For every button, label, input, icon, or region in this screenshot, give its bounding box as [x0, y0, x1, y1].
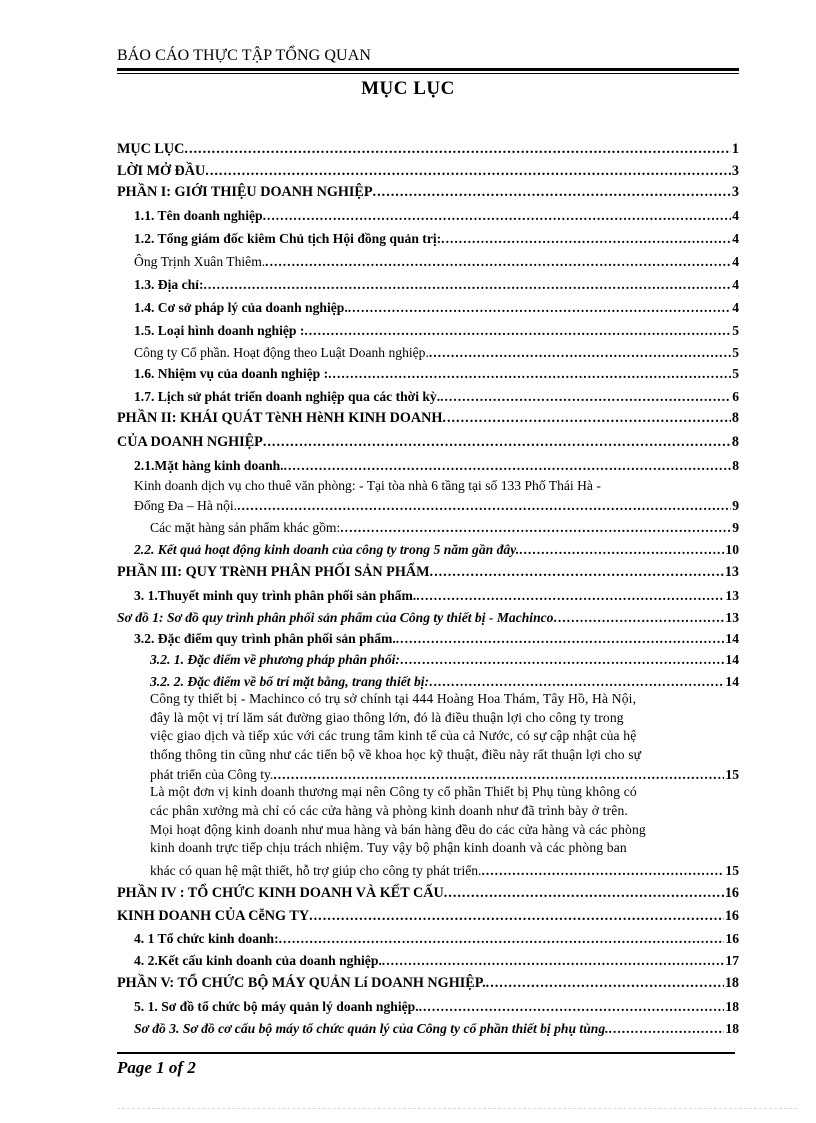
- table-of-contents: [117, 138, 739, 1037]
- toc-entry[interactable]: Sơ đồ 1: Sơ đồ quy trình phân phối sản phẩm của Công ty thiết bị - Machinco ..... 13: [117, 604, 739, 626]
- toc-entry[interactable]: 4. 1 Tổ chức kinh doanh: ..... 16: [117, 925, 739, 947]
- toc-entry[interactable]: PHẦN V: TỔ CHỨC BỘ MÁY QUẢN Lí DOANH NGHIỆP. ..... 18: [117, 969, 739, 992]
- page-break-line: [117, 1108, 797, 1109]
- toc-entry[interactable]: PHẦN III: QUY TRèNH PHÂN PHỐI SẢN PHẨM ..... 13: [117, 558, 739, 581]
- report-header: BÁO CÁO THỰC TẬP TỔNG QUAN: [117, 47, 371, 64]
- paragraph-line: các phân xưởng mà chỉ có các cửa hàng và phòng kinh doanh như đã trình bày ở trên.: [150, 802, 628, 818]
- toc-entry[interactable]: 2.1.Mặt hàng kinh doanh. ..... 8: [117, 451, 739, 474]
- paragraph-line: việc giao dịch và tiếp xúc với các trung tâm kinh tế của cả Nước, có sự cập nhật của hệ: [150, 728, 637, 744]
- toc-entry[interactable]: CỦA DOANH NGHIỆP ..... 8: [117, 427, 739, 451]
- paragraph-line: đây là một vị trí lăm sát đường giao thông lớn, đó là điều thuận lợi cho công ty trong: [150, 709, 624, 725]
- toc-entry[interactable]: khác có quan hệ mật thiết, hỗ trợ giúp cho công ty phát triển. ..... 15: [117, 858, 739, 879]
- toc-entry[interactable]: 1.7. Lịch sử phát triển doanh nghiệp qua các thời kỳ. ..... 6: [117, 382, 739, 405]
- toc-entry[interactable]: phát triển của Công ty. ..... 15: [117, 764, 739, 783]
- toc-entry[interactable]: 1.6. Nhiệm vụ của doanh nghiệp : ..... 5: [117, 361, 739, 382]
- toc-entry[interactable]: KINH DOANH CỦA CễNG TY ..... 16: [117, 902, 739, 925]
- toc-paragraph: [117, 783, 739, 857]
- toc-entry[interactable]: Sơ đồ 3. Sơ đồ cơ cấu bộ máy tổ chức quản lý của Công ty cổ phần thiết bị phụ tùng. ..... 18: [117, 1015, 739, 1037]
- paragraph-line: Mọi hoạt động kinh doanh như mua hàng và bán hàng đều do các cửa hàng và các phòng: [150, 821, 646, 837]
- toc-entry[interactable]: LỜI MỞ ĐẦU ..... 3: [117, 158, 739, 180]
- header-rule-thin: [117, 73, 739, 74]
- toc-entry[interactable]: 1.4. Cơ sở pháp lý của doanh nghiệp. ..... 4: [117, 293, 739, 316]
- paragraph-line: kinh doanh trực tiếp chịu trách nhiệm. Tuy vậy bộ phận kinh doanh và các phòng ban: [150, 840, 627, 856]
- toc-entry[interactable]: 3. 1.Thuyết minh quy trình phân phối sản phẩm. ..... 13: [117, 581, 739, 604]
- toc-entry[interactable]: PHẦN IV : TỔ CHỨC KINH DOANH VÀ KẾT CẤU ..... 16: [117, 879, 739, 902]
- toc-entry[interactable]: Công ty Cổ phần. Hoạt động theo Luật Doanh nghiệp. ..... 5: [117, 339, 739, 361]
- toc-paragraph: [117, 690, 739, 764]
- toc-entry[interactable]: 1.1. Tên doanh nghiệp ..... 4: [117, 201, 739, 224]
- toc-entry[interactable]: Ông Trịnh Xuân Thiêm. ..... 4: [117, 247, 739, 270]
- toc-entry[interactable]: Đống Đa – Hà nội. ..... 9: [117, 494, 739, 514]
- toc-entry[interactable]: MỤC LỤC ..... 1: [117, 138, 739, 158]
- toc-entry[interactable]: 4. 2.Kết cấu kinh doanh của doanh nghiệp. ..... 17: [117, 947, 739, 969]
- toc-entry[interactable]: PHẦN II: KHÁI QUÁT TèNH HèNH KINH DOANH ..... 8: [117, 405, 739, 427]
- paragraph-line: Là một đơn vị kinh doanh thương mại nên Công ty cổ phần Thiết bị Phụ tùng không có: [150, 784, 637, 800]
- toc-entry[interactable]: 1.3. Địa chỉ: ..... 4: [117, 270, 739, 293]
- toc-title: MỤC LỤC: [361, 78, 455, 99]
- toc-entry[interactable]: 3.2. 1. Đặc điểm về phương pháp phân phối: ..... 14: [117, 647, 739, 668]
- toc-entry[interactable]: PHẦN I: GIỚI THIỆU DOANH NGHIỆP ..... 3: [117, 180, 739, 201]
- toc-entry[interactable]: 5. 1. Sơ đồ tổ chức bộ máy quản lý doanh nghiệp. ..... 18: [117, 992, 739, 1015]
- toc-entry[interactable]: Các mặt hàng sản phẩm khác gồm: ..... 9: [117, 514, 739, 536]
- page-number: Page 1 of 2: [117, 1058, 196, 1077]
- header-rule-thick: [117, 68, 739, 71]
- toc-entry[interactable]: 1.2. Tổng giám đốc kiêm Chủ tịch Hội đồng quản trị: ..... 4: [117, 224, 739, 247]
- paragraph-line: thống thông tin cũng như các tiến bộ về khoa học kỹ thuật, điều này rất thuận lợi cho sự: [150, 746, 642, 762]
- toc-entry[interactable]: 3.2. 2. Đặc điểm về bố trí mặt bằng, trang thiết bị: ..... 14: [117, 668, 739, 690]
- paragraph-line: Công ty thiết bị - Machinco có trụ sở chính tại 444 Hoàng Hoa Thám, Tây Hồ, Hà Nội,: [150, 691, 637, 706]
- toc-entry[interactable]: 3.2. Đặc điểm quy trình phân phối sản phẩm. ..... 14: [117, 626, 739, 647]
- toc-entry[interactable]: 2.2. Kết quả hoạt động kinh doanh của công ty trong 5 năm gần đây. ..... 10: [117, 536, 739, 558]
- toc-entry[interactable]: Kinh doanh dịch vụ cho thuê văn phòng: - Tại tòa nhà 6 tầng tại số 133 Phố Thái Hà -: [134, 478, 601, 493]
- toc-entry[interactable]: 1.5. Loại hình doanh nghiệp : ..... 5: [117, 316, 739, 339]
- footer-rule: [117, 1052, 735, 1054]
